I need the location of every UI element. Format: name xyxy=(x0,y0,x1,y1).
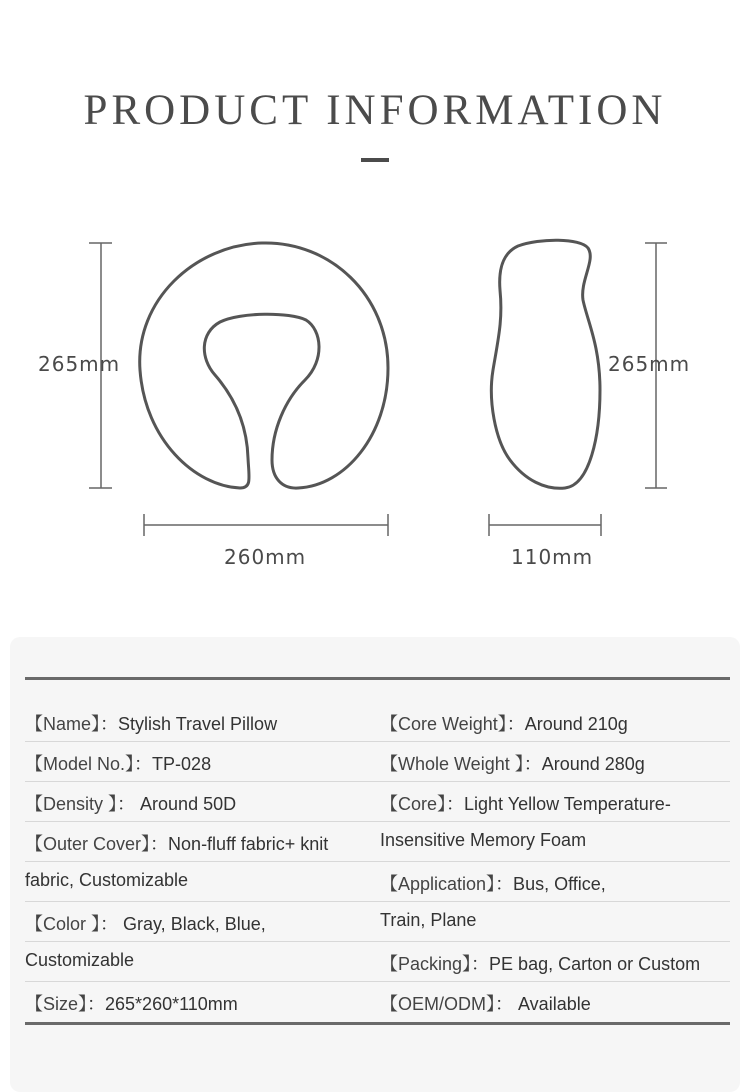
spec-value: ：265*260*110mm xyxy=(87,994,238,1014)
spec-right-cell xyxy=(380,750,645,776)
spec-left-cell xyxy=(25,910,266,936)
spec-row xyxy=(25,982,730,1022)
spec-key: 【Color 】 xyxy=(25,914,101,934)
spec-value: ：Non-fluff fabric+ knit xyxy=(150,834,329,854)
spec-value: ：Around 210g xyxy=(506,714,628,734)
side-width-label: 110mm xyxy=(511,545,594,569)
spec-right-cell xyxy=(380,910,476,931)
spec-left-cell xyxy=(25,990,238,1016)
spec-key: 【Outer Cover】 xyxy=(25,834,151,854)
spec-key: 【Model No.】 xyxy=(25,754,135,774)
spec-key: 【Core Weight】 xyxy=(380,714,507,734)
spec-value: ：TP-028 xyxy=(134,754,212,774)
front-width-dimension-line xyxy=(144,514,388,536)
pillow-dimension-drawing xyxy=(0,220,750,560)
spec-value: fabric, Customizable xyxy=(25,870,189,890)
spec-row xyxy=(25,942,730,982)
spec-value: ：Around 280g xyxy=(523,754,645,774)
side-height-label: 265mm xyxy=(608,352,691,376)
spec-row xyxy=(25,822,730,862)
spec-key: 【Size】 xyxy=(25,994,88,1014)
spec-value: ：PE bag, Carton or Custom xyxy=(471,954,701,974)
spec-row xyxy=(25,902,730,942)
spec-left-cell xyxy=(25,870,188,891)
spec-right-cell xyxy=(380,830,586,851)
spec-key: 【Application】 xyxy=(380,874,496,894)
page-title: PRODUCT INFORMATION xyxy=(83,87,667,134)
spec-value: ： Around 50D xyxy=(117,794,237,814)
side-pillow-outline xyxy=(491,240,600,488)
spec-value: ： Available xyxy=(495,994,591,1014)
spec-key: 【Core】 xyxy=(380,794,447,814)
spec-left-cell xyxy=(25,790,236,816)
front-pillow-outline xyxy=(140,243,388,488)
spec-key: 【Whole Weight 】 xyxy=(380,754,524,774)
spec-value: ：Stylish Travel Pillow xyxy=(100,714,278,734)
spec-value: Train, Plane xyxy=(380,910,477,930)
title-underline xyxy=(361,158,389,162)
spec-left-cell xyxy=(25,710,277,736)
spec-top-rule xyxy=(25,677,730,680)
spec-right-cell xyxy=(380,790,671,816)
front-height-label: 265mm xyxy=(38,352,121,376)
spec-right-cell xyxy=(380,870,606,896)
spec-value: Insensitive Memory Foam xyxy=(380,830,587,850)
spec-row xyxy=(25,702,730,742)
spec-value: ：Light Yellow Temperature- xyxy=(446,794,671,814)
spec-left-cell xyxy=(25,950,134,971)
spec-value: Customizable xyxy=(25,950,135,970)
front-width-label: 260mm xyxy=(224,545,307,569)
side-width-dimension-line xyxy=(489,514,601,536)
spec-left-cell xyxy=(25,750,211,776)
spec-key: 【Name】 xyxy=(25,714,101,734)
spec-value: ： Gray, Black, Blue, xyxy=(100,914,266,934)
spec-value: ：Bus, Office, xyxy=(495,874,606,894)
spec-key: 【Packing】 xyxy=(380,954,472,974)
spec-table xyxy=(25,702,730,1022)
spec-right-cell xyxy=(380,990,591,1016)
spec-left-cell xyxy=(25,830,328,856)
spec-key: 【Density 】 xyxy=(25,794,118,814)
spec-right-cell xyxy=(380,950,700,976)
spec-bottom-rule xyxy=(25,1022,730,1025)
spec-row xyxy=(25,782,730,822)
spec-right-cell xyxy=(380,710,628,736)
spec-row xyxy=(25,742,730,782)
spec-row xyxy=(25,862,730,902)
spec-key: 【OEM/ODM】 xyxy=(380,994,495,1014)
